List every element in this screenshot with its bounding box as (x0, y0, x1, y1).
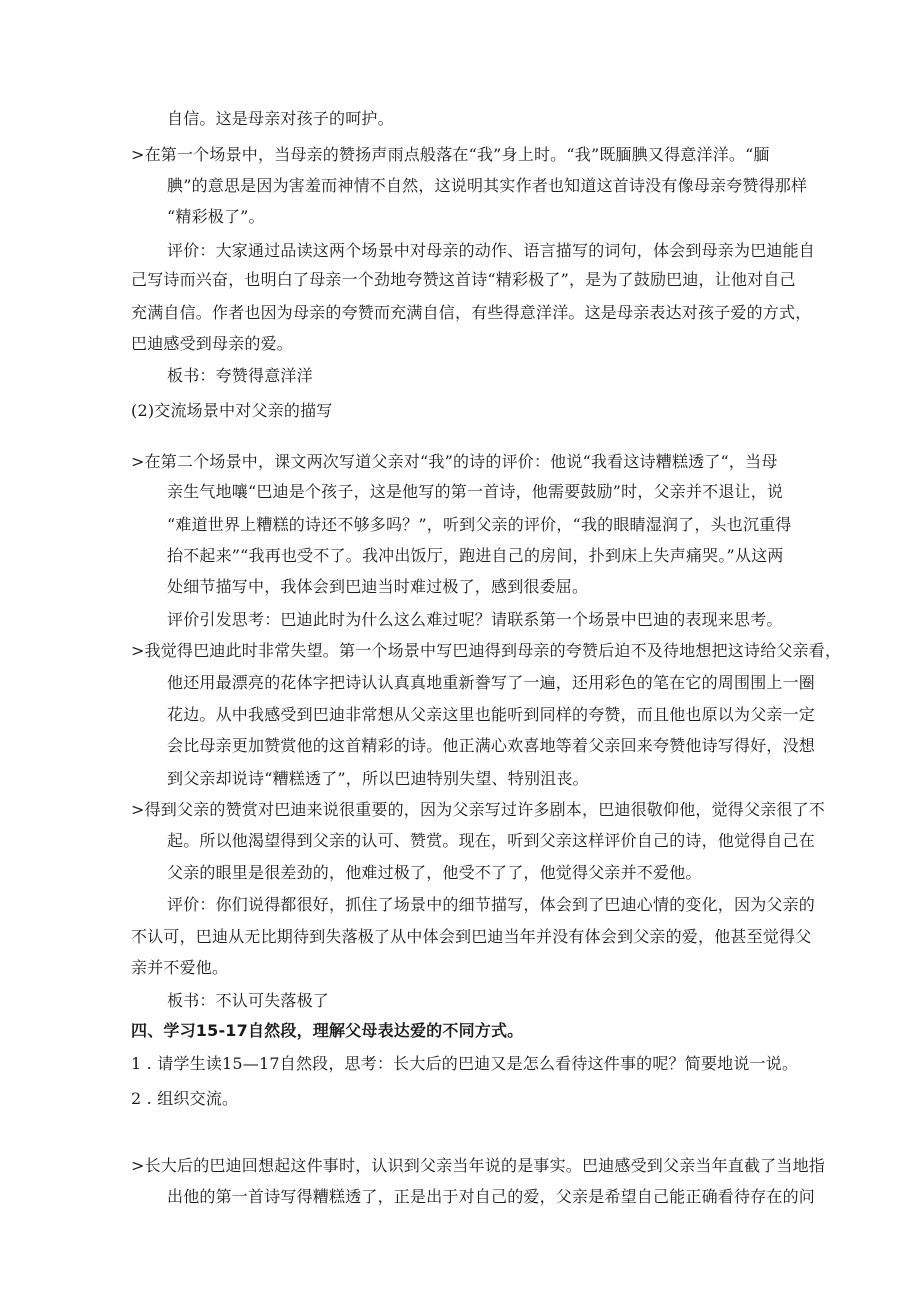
text-line: >我觉得巴迪此时非常失望。第一个场景中写巴迪得到母亲的夸赞后迫不及待地想把这诗给父亲看， (131, 641, 842, 660)
text-line: 亲生气地嚷“巴迪是个孩子，这是他写的第一首诗，他需要鼓励”时，父亲并不退让，说 (167, 482, 784, 501)
text-line: 充满自信。作者也因为母亲的夸赞而充满自信，有些得意洋洋。这是母亲表达对孩子爱的方式， (131, 303, 812, 322)
text-line: 评价：大家通过品读这两个场景中对母亲的动作、语言描写的词句，体会到母亲为巴迪能自 (167, 241, 816, 260)
numbered-item: 1 . 请学生读15—17自然段，思考：长大后的巴迪又是怎么看待这件事的呢？简要地说一说。 (131, 1054, 799, 1073)
text-line: 他还用最漂亮的花体字把诗认认真真地重新誊写了一遍，还用彩色的笔在它的周围围上一圈 (167, 673, 816, 692)
text-line: 巴迪感受到母亲的爱。 (131, 334, 294, 353)
text-line: 到父亲却说诗“糟糕透了”，所以巴迪特别失望、特别沮丧。 (167, 769, 589, 788)
text-line: 己写诗而兴奋，也明白了母亲一个劲地夸赞这首诗“精彩极了”，是为了鼓励巴迪，让他对自己 (131, 270, 796, 289)
text-line: 自信。这是母亲对孩子的呵护。 (167, 109, 394, 128)
text-line: 评价引发思考：巴迪此时为什么这么难过呢？请联系第一个场景中巴迪的表现来思考。 (167, 610, 783, 629)
text-line: 板书：不认可失落极了 (167, 991, 330, 1010)
text-line: 起。所以他渴望得到父亲的认可、赞赏。现在，听到父亲这样评价自己的诗，他觉得自己在 (167, 831, 816, 850)
text-line: 腆”的意思是因为害羞而神情不自然，这说明其实作者也知道这首诗没有像母亲夸赞得那样 (167, 176, 808, 195)
section-heading: 四、学习15-17自然段，理解父母表达爱的不同方式。 (131, 1021, 524, 1040)
text-line: >在第一个场景中，当母亲的赞扬声雨点般落在“我”身上时。“我”既腼腆又得意洋洋。“腼 (131, 145, 770, 164)
text-line: 花边。从中我感受到巴迪非常想从父亲这里也能听到同样的夸赞，而且他也原以为父亲一定 (167, 705, 816, 724)
text-line: “精彩极了”。 (167, 207, 265, 226)
text-line: 出他的第一首诗写得糟糕透了，正是出于对自己的爱，父亲是希望自己能正确看待存在的问 (167, 1187, 816, 1206)
text-line: >在第二个场景中，课文两次写道父亲对“我”的诗的评价：他说“我看这诗糟糕透了“，当母 (131, 452, 778, 471)
numbered-item: 2 . 组织交流。 (131, 1089, 239, 1108)
text-line: 不认可，巴迪从无比期待到失落极了从中体会到巴迪当年并没有体会到父亲的爱，他甚至觉得父 (131, 927, 812, 946)
text-line: 抬不起来”“我再也受不了。我冲出饭厅，跑进自己的房间，扑到床上失声痛哭。”从这两 (167, 546, 784, 565)
text-line: 父亲的眼里是很差劲的，他难过极了，他受不了了，他觉得父亲并不爱他。 (167, 863, 702, 882)
text-line: >得到父亲的赞赏对巴迪来说很重要的，因为父亲写过许多剧本，巴迪很敬仰他，觉得父亲很了不 (131, 800, 826, 819)
text-line: 会比母亲更加赞赏他的这首精彩的诗。他正满心欢喜地等着父亲回来夸赞他诗写得好，没想 (167, 736, 816, 755)
text-line: 处细节描写中，我体会到巴迪当时难过极了，感到很委屈。 (167, 577, 589, 596)
text-line: “难道世界上糟糕的诗还不够多吗？”，听到父亲的评价，“我的眼睛湿润了，头也沉重得 (167, 515, 792, 534)
text-line: 评价：你们说得都很好，抓住了场景中的细节描写，体会到了巴迪心情的变化，因为父亲的 (167, 895, 816, 914)
text-line: >长大后的巴迪回想起这件事时，认识到父亲当年说的是事实。巴迪感受到父亲当年直截了当地指 (131, 1156, 826, 1175)
text-line: 亲并不爱他。 (131, 958, 229, 977)
section-heading: (2)交流场景中对父亲的描写 (131, 401, 333, 420)
text-line: 板书：夸赞得意洋洋 (167, 366, 313, 385)
